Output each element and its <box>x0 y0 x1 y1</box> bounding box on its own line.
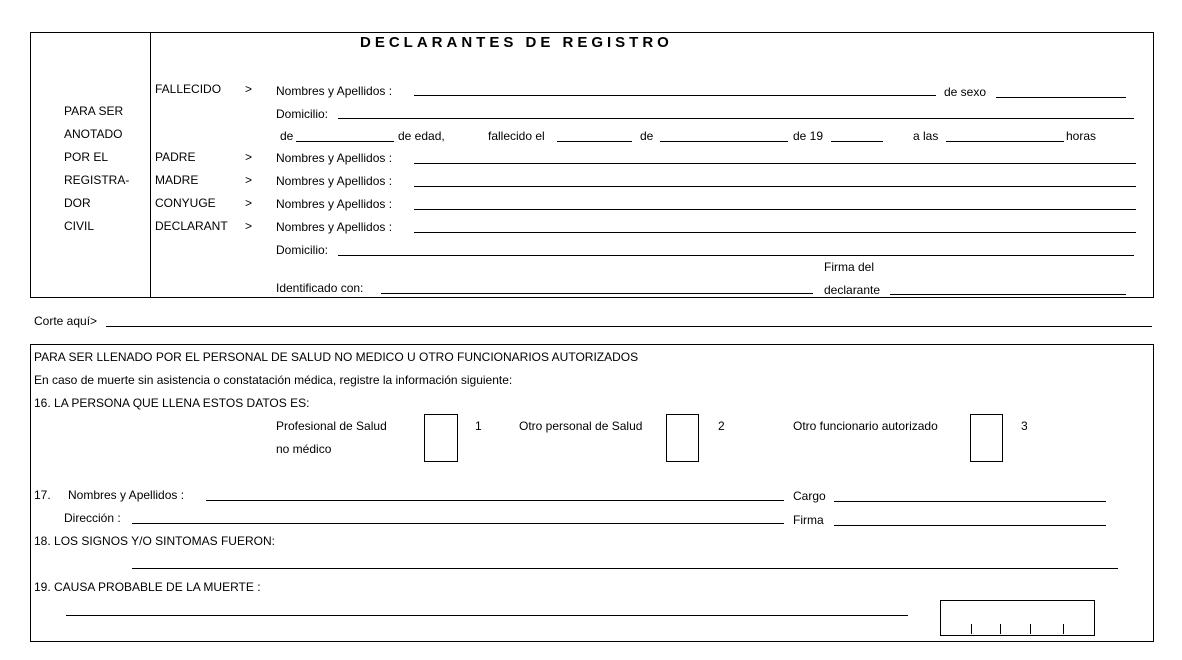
cargo-field[interactable] <box>834 501 1106 502</box>
left-label-line-3: POR EL <box>64 150 109 164</box>
code-tick <box>971 624 972 634</box>
horas-label: horas <box>1066 129 1097 143</box>
opt3-checkbox[interactable] <box>970 414 1003 462</box>
nombres-label-padre: Nombres y Apellidos : <box>276 151 393 165</box>
de-edad-label: de edad, <box>398 129 445 143</box>
q18-field[interactable] <box>132 568 1118 569</box>
registro-section <box>30 32 1154 298</box>
a-las-label: a las <box>913 129 939 143</box>
nombres-field-conyuge[interactable] <box>414 209 1136 210</box>
opt3-label: Otro funcionario autorizado <box>793 419 938 433</box>
identificado-field[interactable] <box>381 293 813 294</box>
de-mes-label: de <box>640 129 654 143</box>
salud-section <box>30 344 1154 642</box>
firma-field[interactable] <box>834 525 1106 526</box>
nombres-label-declarant: Nombres y Apellidos : <box>276 220 393 234</box>
de-19-label: de 19 <box>793 129 824 143</box>
nombres-field-padre[interactable] <box>414 163 1136 164</box>
nombres-field-madre[interactable] <box>414 186 1136 187</box>
opt2-number: 2 <box>718 419 725 433</box>
left-label-line-1: PARA SER <box>64 104 124 118</box>
opt1-number: 1 <box>475 419 482 433</box>
q17-nombres-field[interactable] <box>206 500 784 501</box>
fallecido-dia-field[interactable] <box>557 141 632 142</box>
nombres-field-declarant[interactable] <box>414 232 1136 233</box>
opt1-label-a: Profesional de Salud <box>276 419 387 433</box>
opt2-checkbox[interactable] <box>666 414 699 462</box>
q19-label: 19. CAUSA PROBABLE DE LA MUERTE : <box>34 580 261 594</box>
row-arrow: > <box>245 219 253 233</box>
domicilio-field-declarant[interactable] <box>338 255 1134 256</box>
opt2-label: Otro personal de Salud <box>519 419 643 433</box>
opt1-label-b: no médico <box>276 442 332 456</box>
firma-label: Firma <box>793 513 824 527</box>
nombres-label-fallecido: Nombres y Apellidos : <box>276 84 393 98</box>
nombres-label-conyuge: Nombres y Apellidos : <box>276 197 393 211</box>
left-label-line-5: DOR <box>64 196 91 210</box>
q17-nombres-label: Nombres y Apellidos : <box>68 488 185 502</box>
code-tick <box>1063 624 1064 634</box>
q17-number: 17. <box>34 488 51 502</box>
nombres-label-madre: Nombres y Apellidos : <box>276 174 393 188</box>
row-label-padre: PADRE <box>155 150 196 164</box>
domicilio-field-fallecido[interactable] <box>338 118 1134 119</box>
cause-code-box[interactable] <box>940 600 1095 636</box>
row-label-madre: MADRE <box>155 173 199 187</box>
de-label: de <box>280 129 294 143</box>
edad-field[interactable] <box>296 141 394 142</box>
fallecido-el-label: fallecido el <box>488 129 545 143</box>
opt3-number: 3 <box>1021 419 1028 433</box>
hora-field[interactable] <box>946 141 1064 142</box>
left-label-line-4: REGISTRA- <box>64 173 130 187</box>
firma-del-label: Firma del <box>824 260 875 274</box>
declarante-label: declarante <box>824 283 881 297</box>
row-label-declarant: DECLARANT <box>155 219 228 233</box>
de-sexo-field[interactable] <box>996 97 1126 98</box>
row-arrow: > <box>245 173 253 187</box>
nombres-field-fallecido[interactable] <box>414 95 936 96</box>
code-tick <box>1030 624 1031 634</box>
code-tick <box>1000 624 1001 634</box>
corte-line <box>106 326 1152 327</box>
fallecido-mes-field[interactable] <box>660 141 788 142</box>
q18-label: 18. LOS SIGNOS Y/O SINTOMAS FUERON: <box>34 534 275 548</box>
q19-field[interactable] <box>66 615 908 616</box>
row-label-conyuge: CONYUGE <box>155 196 216 210</box>
direccion-label: Dirección : <box>64 511 121 525</box>
row-arrow: > <box>245 150 253 164</box>
identificado-label: Identificado con: <box>276 281 364 295</box>
domicilio-label-declarant: Domicilio: <box>276 243 329 257</box>
cargo-label: Cargo <box>793 489 826 503</box>
corte-label: Corte aquí> <box>34 314 98 328</box>
domicilio-label-fallecido: Domicilio: <box>276 107 329 121</box>
salud-instruction: En caso de muerte sin asistencia o constatación médica, registre la información siguiente: <box>34 373 513 387</box>
de-sexo-label: de sexo <box>944 85 987 99</box>
left-label-line-2: ANOTADO <box>64 127 123 141</box>
section-title: DECLARANTES DE REGISTRO <box>360 34 673 51</box>
row-arrow: > <box>245 196 253 210</box>
row-label-fallecido: FALLECIDO <box>155 82 222 96</box>
left-column-divider <box>150 32 151 298</box>
direccion-field[interactable] <box>132 523 784 524</box>
firma-declarante-field[interactable] <box>890 294 1126 295</box>
fallecido-anio-field[interactable] <box>831 141 883 142</box>
row-arrow: > <box>245 82 253 96</box>
q16-label: 16. LA PERSONA QUE LLENA ESTOS DATOS ES: <box>34 396 310 410</box>
salud-header: PARA SER LLENADO POR EL PERSONAL DE SALUD NO MEDICO U OTRO FUNCIONARIOS AUTORIZADOS <box>34 350 639 364</box>
left-label-line-6: CIVIL <box>64 219 95 233</box>
opt1-checkbox[interactable] <box>424 414 458 462</box>
